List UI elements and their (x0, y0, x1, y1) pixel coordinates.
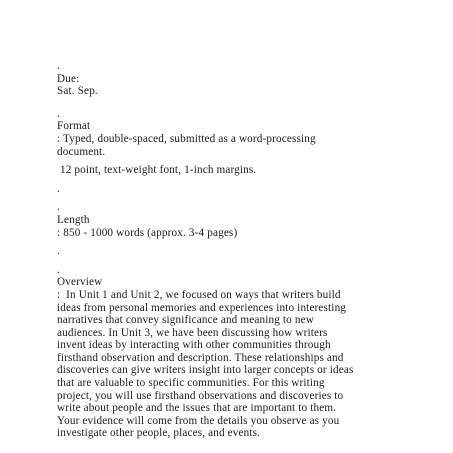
overview-line: investigate other people, places, and events. (57, 427, 261, 440)
due-value: Sat. Sep. (57, 85, 98, 98)
overview-line: write about people and the issues that are important to them. (57, 402, 337, 415)
bullet-marker: . (57, 245, 60, 258)
format-text-line: document. (57, 145, 106, 158)
overview-label: Overview (57, 276, 103, 289)
overview-line: firsthand observation and description. These relationships and (57, 351, 344, 364)
format-font-line: 12 point, text-weight font, 1-inch margins. (57, 164, 257, 177)
overview-line: Your evidence will come from the details you observe as you (57, 414, 340, 427)
length-text: : 850 - 1000 words (approx. 3-4 pages) (57, 226, 238, 239)
assignment-document (57, 60, 402, 440)
bullet-marker: . (57, 60, 60, 72)
overview-line: invent ideas by interacting with other communities through (57, 339, 331, 352)
overview-line: : In Unit 1 and Unit 2, we focused on ways that writers build (57, 288, 341, 301)
overview-line: project, you will use firsthand observations and discoveries to (57, 389, 344, 402)
overview-line: ideas from personal memories and experiences into interesting (57, 301, 347, 314)
format-label: Format (57, 120, 91, 133)
length-label: Length (57, 213, 90, 226)
format-text-line: : Typed, double-spaced, submitted as a word-processing (57, 132, 316, 145)
bullet-marker: . (57, 107, 60, 120)
overview-line: audiences. In Unit 3, we have been discussing how writers (57, 326, 328, 339)
bullet-marker: . (57, 263, 60, 276)
overview-line: discoveries can give writers insight into larger concepts or ideas (57, 364, 354, 377)
overview-line: that are valuable to specific communities. For this writing (57, 377, 325, 390)
bullet-marker: . (57, 201, 60, 214)
overview-line: narratives that convey significance and meaning to new (57, 314, 314, 327)
due-label: Due: (57, 72, 80, 85)
bullet-marker: . (57, 182, 60, 195)
